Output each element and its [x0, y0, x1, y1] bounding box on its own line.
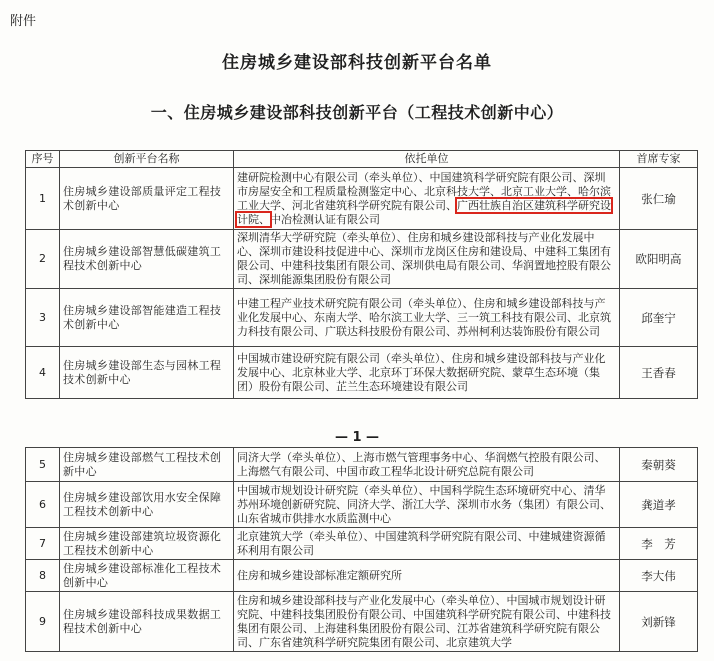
- row-unit: 深圳清华大学研究院（牵头单位）、住房和城乡建设部科技与产业化发展中心、深圳市建设科技促进中心、深圳市龙岗区住房和建设局、中建科工集团有限公司、中建科技集团有限公司、深圳供电局有限公司、华润置地控股有限公司、深圳能源集团股份有限公司: [234, 230, 620, 289]
- header-name: 创新平台名称: [60, 151, 234, 168]
- row-no: 8: [26, 560, 60, 592]
- table-row: [26, 347, 698, 399]
- row-unit: 北京建筑大学（牵头单位）、中国建筑科学研究院有限公司、中建城建资源循环利用有限公司: [234, 528, 620, 560]
- row-unit: 住房和城乡建设部标准定额研究所: [234, 560, 620, 592]
- row-no: 3: [26, 289, 60, 347]
- row-no: 9: [26, 592, 60, 652]
- row-no: 2: [26, 230, 60, 289]
- row-expert: 邱奎宁: [620, 289, 698, 347]
- header-no: 序号: [26, 151, 60, 168]
- row-name: 住房城乡建设部智慧低碳建筑工程技术创新中心: [60, 230, 234, 289]
- unit-text: 中冶检测认证有限公司: [270, 212, 380, 226]
- row-name: 住房城乡建设部质量评定工程技术创新中心: [60, 168, 234, 230]
- table-row: [26, 289, 698, 347]
- header-expert: 首席专家: [620, 151, 698, 168]
- row-expert: 张仁瑜: [620, 168, 698, 230]
- row-expert: 欧阳明高: [620, 230, 698, 289]
- highlighted-unit: 广西壮族自治区建筑科学研究设计院、: [237, 198, 611, 226]
- table-row: [26, 168, 698, 230]
- row-no: 4: [26, 347, 60, 399]
- document-title: 住房城乡建设部科技创新平台名单: [222, 53, 492, 73]
- unit-text: 建研院检测中心有限公司（牵头单位）、中国建筑科学研究院有限公司、深圳市房屋安全和工程质量检测鉴定中心、北京科技大学、北京工业大学、哈尔滨工业大学、河北省建筑科学研究院有限公司、: [237, 170, 611, 212]
- row-name: 住房城乡建设部标准化工程技术创新中心: [60, 560, 234, 592]
- row-unit: 同济大学（牵头单位）、上海市燃气管理事务中心、华润燃气控股有限公司、上海燃气有限公司、中国市政工程华北设计研究总院有限公司: [234, 448, 620, 482]
- row-unit: 中建工程产业技术研究院有限公司（牵头单位）、住房和城乡建设部科技与产业化发展中心、东南大学、哈尔滨工业大学、三一筑工科技有限公司、北京筑力科技有限公司、广联达科技股份有限公司、苏州柯利达装饰股份有限公司: [234, 289, 620, 347]
- row-expert: 刘新锋: [620, 592, 698, 652]
- table-row: [26, 560, 698, 592]
- table-row: [26, 482, 698, 528]
- platform-table-page2: [25, 447, 698, 652]
- row-no: 5: [26, 448, 60, 482]
- row-name: 住房城乡建设部建筑垃圾资源化工程技术创新中心: [60, 528, 234, 560]
- row-name: 住房城乡建设部科技成果数据工程技术创新中心: [60, 592, 234, 652]
- page-number: — 1 —: [334, 430, 380, 445]
- table-header-row: [26, 151, 698, 168]
- row-unit: [234, 168, 620, 230]
- row-no: 1: [26, 168, 60, 230]
- row-expert: 王香春: [620, 347, 698, 399]
- row-name: 住房城乡建设部燃气工程技术创新中心: [60, 448, 234, 482]
- row-expert: 李 芳: [620, 528, 698, 560]
- header-unit: 依托单位: [234, 151, 620, 168]
- row-expert: 龚道孝: [620, 482, 698, 528]
- row-no: 7: [26, 528, 60, 560]
- table-row: [26, 528, 698, 560]
- row-unit: 中国城市建设研究院有限公司（牵头单位）、住房和城乡建设部科技与产业化发展中心、北京林业大学、北京环丁环保大数据研究院、蒙草生态环境（集团）股份有限公司、芷兰生态环境建设有限公司: [234, 347, 620, 399]
- row-unit: 中国城市规划设计研究院（牵头单位）、中国科学院生态环境研究中心、清华苏州环境创新研究院、同济大学、浙江大学、深圳市水务（集团）有限公司、山东省城市供排水水质监测中心: [234, 482, 620, 528]
- table-row: [26, 592, 698, 652]
- table-row: [26, 230, 698, 289]
- row-name: 住房城乡建设部饮用水安全保障工程技术创新中心: [60, 482, 234, 528]
- attachment-label: 附件: [10, 14, 37, 29]
- table-row: [26, 448, 698, 482]
- row-unit: 住房和城乡建设部科技与产业化发展中心（牵头单位）、中国城市规划设计研究院、中建科技集团股份有限公司、中国建筑科学研究院有限公司、中建科技集团有限公司、上海建科集团股份有限公司、江苏省建筑科学研究院有限公司、广东省建筑科学研究院集团有限公司、北京建筑大学: [234, 592, 620, 652]
- row-expert: 秦朝葵: [620, 448, 698, 482]
- row-expert: 李大伟: [620, 560, 698, 592]
- row-name: 住房城乡建设部智能建造工程技术创新中心: [60, 289, 234, 347]
- row-name: 住房城乡建设部生态与园林工程技术创新中心: [60, 347, 234, 399]
- row-no: 6: [26, 482, 60, 528]
- platform-table-page1: [25, 150, 698, 399]
- section-title: 一、住房城乡建设部科技创新平台（工程技术创新中心）: [150, 103, 564, 122]
